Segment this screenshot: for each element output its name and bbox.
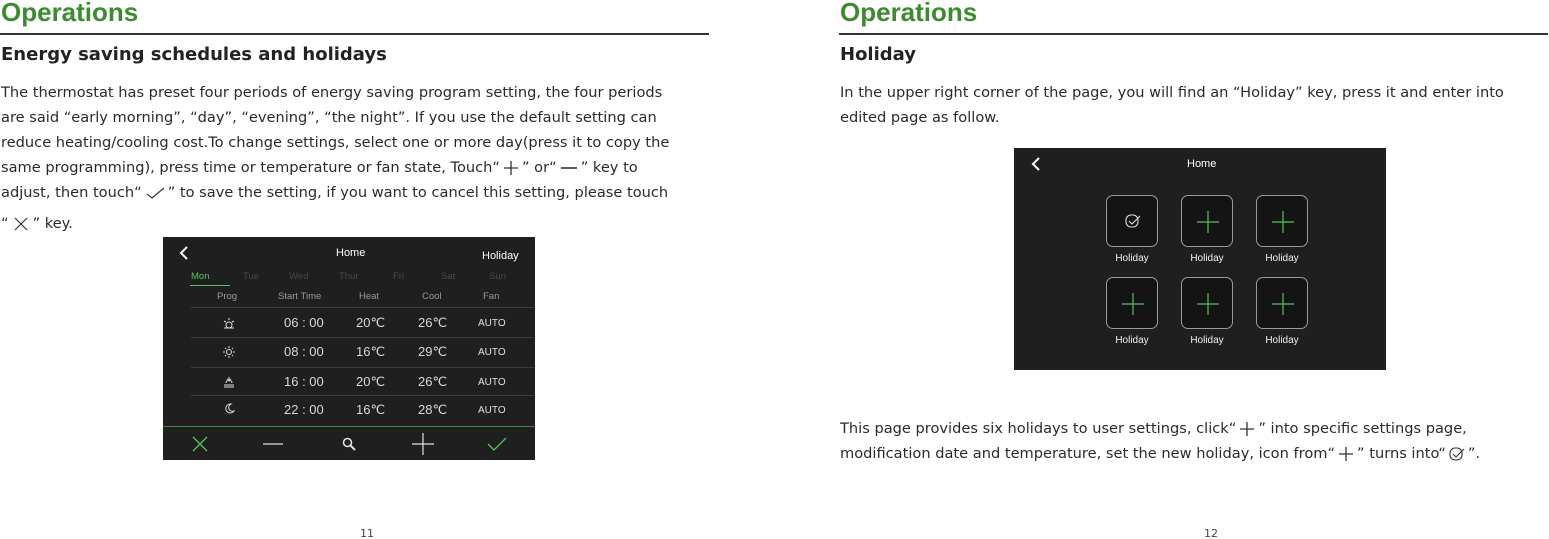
text-run: same programming), press time or temperature or fan state, Touch“: [1, 159, 500, 176]
cool-cell[interactable]: 29℃: [418, 344, 448, 359]
holiday-slot-2[interactable]: [1181, 195, 1233, 247]
active-day-underline: [190, 285, 230, 286]
holiday-label: Holiday: [1265, 335, 1299, 346]
holiday-label: Holiday: [1190, 335, 1224, 346]
fan-cell[interactable]: AUTO: [478, 377, 506, 388]
minus-icon[interactable]: [262, 436, 284, 452]
paragraph-line: [1, 180, 706, 205]
holiday-slot-1[interactable]: [1106, 195, 1158, 247]
cancel-icon[interactable]: [192, 436, 208, 452]
heat-cell[interactable]: 16℃: [356, 344, 386, 359]
divider: [191, 307, 535, 308]
plus-icon: [1120, 291, 1146, 317]
moon-icon: [224, 403, 235, 414]
cool-cell[interactable]: 26℃: [418, 374, 448, 389]
day-tab-sat[interactable]: Sat: [441, 271, 456, 282]
column-header-heat: Heat: [359, 291, 380, 302]
toolbar-divider: [163, 426, 535, 427]
text-run: ”.: [1467, 445, 1481, 462]
holiday-slot-4[interactable]: [1106, 277, 1158, 329]
day-tab-mon[interactable]: Mon: [191, 271, 210, 282]
holiday-screen: [1014, 148, 1386, 370]
holiday-label: Holiday: [1115, 253, 1149, 264]
confirm-icon[interactable]: [487, 437, 507, 451]
day-tab-wed[interactable]: Wed: [289, 271, 309, 282]
section-title: Holiday: [840, 44, 916, 65]
plus-icon: [502, 161, 520, 175]
back-arrow-icon[interactable]: [179, 246, 189, 260]
start-time-cell[interactable]: 08 : 00: [284, 344, 324, 359]
column-header-cool: Cool: [422, 291, 442, 302]
heat-cell[interactable]: 20℃: [356, 315, 386, 330]
plus-icon: [1238, 422, 1256, 436]
day-tab-sun[interactable]: Sun: [489, 271, 506, 282]
holiday-label: Holiday: [1115, 335, 1149, 346]
start-time-cell[interactable]: 16 : 00: [284, 374, 324, 389]
plus-icon: [1270, 209, 1296, 235]
page-header: Operations: [840, 0, 978, 27]
divider: [191, 367, 535, 368]
page-header: Operations: [1, 0, 139, 27]
check-icon: [144, 186, 166, 200]
heat-cell[interactable]: 20℃: [356, 374, 386, 389]
fan-cell[interactable]: AUTO: [478, 318, 506, 329]
heat-cell[interactable]: 16℃: [356, 402, 386, 417]
divider: [191, 337, 535, 338]
screen-title: Home: [336, 247, 366, 259]
header-rule: [839, 33, 1548, 35]
fan-cell[interactable]: AUTO: [478, 405, 506, 416]
minus-icon: [559, 161, 579, 175]
paragraph-line: [1, 155, 706, 180]
text-run: ” key.: [32, 215, 73, 232]
page-number: 12: [1204, 527, 1218, 539]
day-tab-tue[interactable]: Tue: [243, 271, 260, 282]
paragraph-line: The thermostat has preset four periods of energy saving program setting, the four periods: [1, 84, 663, 101]
close-icon: [11, 217, 31, 231]
fan-cell[interactable]: AUTO: [478, 347, 506, 358]
text-run: ” to save the setting, if you want to cancel this setting, please touch: [167, 184, 669, 201]
column-header-fan: Fan: [483, 291, 500, 302]
text-run: This page provides six holidays to user settings, click“: [840, 420, 1237, 437]
plus-icon: [1195, 209, 1221, 235]
back-arrow-icon[interactable]: [1031, 157, 1041, 171]
checked-box-icon: [1120, 209, 1146, 235]
day-tab-fri[interactable]: Fri: [393, 271, 405, 282]
text-run: adjust, then touch“: [1, 184, 142, 201]
holiday-label: Holiday: [1190, 253, 1224, 264]
text-run: ” or“: [521, 159, 557, 176]
section-title: Energy saving schedules and holidays: [1, 44, 387, 65]
intro-paragraph: [840, 80, 1545, 130]
plus-icon: [1337, 447, 1355, 461]
column-header-prog: Prog: [217, 291, 238, 302]
holiday-button[interactable]: Holiday: [482, 250, 519, 262]
holiday-slot-6[interactable]: [1256, 277, 1308, 329]
holiday-label: Holiday: [1265, 253, 1299, 264]
cool-cell[interactable]: 26℃: [418, 315, 448, 330]
start-time-cell[interactable]: 22 : 00: [284, 402, 324, 417]
paragraph-line: reduce heating/cooling cost.To change settings, select one or more day(press it to copy the: [1, 134, 670, 151]
column-header-start-time: Start Time: [278, 291, 322, 302]
text-run: “: [1, 215, 9, 232]
page-11: [0, 0, 710, 539]
instructions-paragraph: [1, 80, 706, 236]
text-run: modification date and temperature, set the new holiday, icon from“: [840, 445, 1336, 462]
paragraph-line: [1, 211, 706, 236]
plus-icon: [1270, 291, 1296, 317]
sun-icon: [223, 346, 235, 358]
text-run: ” into specific settings page,: [1258, 420, 1467, 437]
holiday-slot-5[interactable]: [1181, 277, 1233, 329]
holiday-slot-3[interactable]: [1256, 195, 1308, 247]
sunrise-icon: [223, 317, 235, 329]
schedule-screen: [163, 237, 535, 460]
page-number: 11: [360, 527, 374, 539]
cool-cell[interactable]: 28℃: [418, 402, 448, 417]
paragraph-line: are said “early morning”, “day”, “evening”, “the night”. If you use the default setting can: [1, 109, 657, 126]
paragraph-line: In the upper right corner of the page, you will find an “Holiday” key, press it and enter into: [840, 84, 1504, 101]
plus-icon[interactable]: [412, 433, 434, 455]
start-time-cell[interactable]: 06 : 00: [284, 315, 324, 330]
day-tab-thur[interactable]: Thur: [339, 271, 359, 282]
sunset-icon: [223, 376, 235, 388]
checked-box-icon: [1448, 447, 1466, 461]
search-icon[interactable]: [342, 437, 356, 451]
plus-icon: [1195, 291, 1221, 317]
paragraph-line: [840, 441, 1545, 466]
screen-title: Home: [1187, 158, 1217, 170]
text-run: ” key to: [580, 159, 638, 176]
header-rule: [0, 33, 709, 35]
paragraph-line: [840, 416, 1545, 441]
outro-paragraph: [840, 416, 1545, 466]
paragraph-line: edited page as follow.: [840, 109, 1000, 126]
text-run: ” turns into“: [1357, 445, 1446, 462]
divider: [191, 395, 535, 396]
